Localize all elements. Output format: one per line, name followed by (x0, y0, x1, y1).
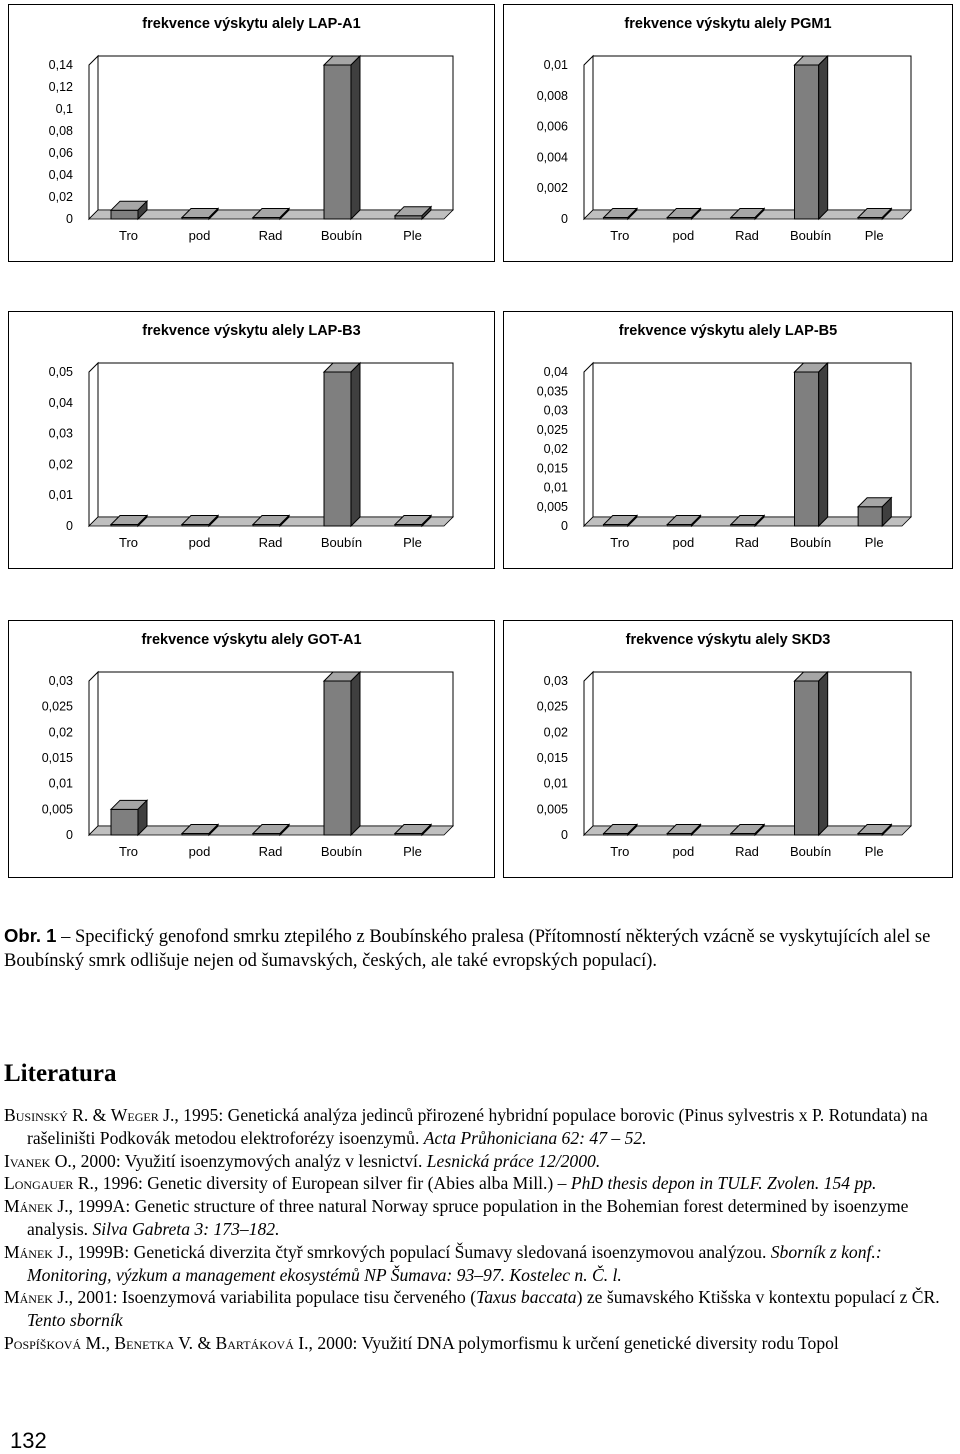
y-tick-label: 0,025 (41, 699, 73, 714)
figure-caption (4, 924, 956, 973)
chart-back-wall (593, 363, 911, 517)
y-tick-label: 0 (66, 212, 73, 226)
y-tick-label: 0,03 (48, 426, 73, 441)
y-tick-label: 0,005 (536, 802, 568, 817)
x-tick-label: Ple (864, 535, 884, 550)
y-tick-label: 0,025 (536, 699, 568, 714)
chart-panel-lap-a1 (8, 4, 495, 262)
x-tick-label: Rad (735, 535, 759, 550)
bar-boubín (795, 672, 828, 835)
page-number: 132 (10, 1428, 47, 1453)
y-tick-label: 0,04 (48, 168, 73, 182)
reference-entry: Mánek J., 1999A: Genetic structure of three natural Norway spruce population in the Bohemian forest determined by isoenzyme analysis. Silva Gabreta 3: 173–182. (4, 1196, 909, 1239)
x-tick-label: Rad (735, 228, 759, 243)
chart-side-wall (89, 56, 98, 219)
x-tick-label: pod (188, 844, 211, 859)
x-tick-label: Boubín (320, 844, 363, 859)
reference-entry: Ivanek O., 2000: Využití isoenzymových analýz v lesnictví. Lesnická práce 12/2000. (4, 1150, 601, 1171)
x-tick-label: Ple (403, 228, 422, 243)
y-tick-label: 0 (66, 828, 73, 842)
y-tick-label: 0,004 (536, 150, 568, 165)
x-tick-label: Rad (258, 844, 283, 859)
y-tick-label: 0,035 (536, 384, 568, 399)
y-tick-label: 0,08 (48, 124, 73, 138)
y-tick-label: 0,015 (41, 751, 73, 765)
x-tick-label: Ple (864, 844, 884, 859)
chart-svg (9, 312, 494, 568)
y-tick-label: 0 (561, 828, 568, 842)
chart-panel-skd3 (503, 620, 953, 878)
y-tick-label: 0,005 (536, 499, 568, 514)
x-tick-label: Rad (258, 535, 283, 550)
y-tick-label: 0,06 (48, 146, 73, 160)
reference-entry: Longauer R., 1996: Genetic diversity of European silver fir (Abies alba Mill.) – PhD thesis depon in TULF. Zvolen. 154 pp. (4, 1173, 877, 1194)
x-tick-label: pod (188, 228, 211, 243)
x-tick-label: pod (672, 228, 695, 243)
y-tick-label: 0,03 (48, 674, 73, 688)
y-tick-label: 0,01 (543, 480, 568, 495)
chart-panel-lap-b3 (8, 311, 495, 569)
literature-heading: Literatura (4, 1060, 117, 1087)
x-tick-label: Boubín (789, 228, 832, 243)
y-tick-label: 0 (561, 212, 568, 226)
y-tick-label: 0,05 (48, 365, 73, 379)
y-tick-label: 0,02 (543, 725, 568, 740)
x-tick-label: Tro (610, 535, 630, 550)
y-tick-label: 0,1 (55, 102, 73, 116)
x-tick-label: Ple (403, 844, 422, 859)
chart-side-wall (89, 363, 98, 526)
bar-boubín (795, 363, 828, 526)
y-tick-label: 0,04 (543, 365, 568, 379)
y-tick-label: 0,14 (48, 58, 73, 72)
chart-title: frekvence výskytu alely PGM1 (624, 16, 832, 32)
chart-back-wall (98, 56, 453, 210)
y-tick-label: 0,01 (543, 58, 568, 72)
chart-svg (9, 621, 494, 877)
bar-tro (111, 800, 147, 835)
x-tick-label: pod (188, 535, 211, 550)
bar-ple (858, 498, 891, 526)
x-tick-label: Tro (118, 228, 139, 243)
chart-panel-pgm1 (503, 4, 953, 262)
y-tick-label: 0,005 (41, 802, 73, 817)
x-tick-label: Tro (610, 228, 630, 243)
y-tick-label: 0,008 (536, 88, 568, 103)
x-tick-label: Boubín (320, 535, 363, 550)
chart-svg (504, 5, 952, 261)
y-tick-label: 0,01 (48, 488, 73, 503)
chart-title: frekvence výskytu alely LAP-A1 (142, 16, 361, 32)
x-tick-label: pod (672, 535, 695, 550)
y-tick-label: 0,025 (536, 422, 568, 437)
y-tick-label: 0,01 (48, 776, 73, 791)
reference-list (4, 1104, 958, 1355)
x-tick-label: Tro (610, 844, 630, 859)
chart-svg (9, 5, 494, 261)
chart-back-wall (593, 672, 911, 826)
y-tick-label: 0,006 (536, 119, 568, 134)
y-tick-label: 0,12 (48, 80, 73, 94)
chart-panel-lap-b5 (503, 311, 953, 569)
reference-entry: Mánek J., 1999B: Genetická diverzita čtyř smrkových populací Šumavy sledovaná isoenzymovou analýzou. Sborník z konf.: Monitoring, výzkum a management ekosystémů NP Šumava: 93–97. Kostelec n. Č. l. (4, 1241, 882, 1285)
bar-boubín (795, 56, 828, 219)
y-tick-label: 0,04 (48, 395, 73, 410)
chart-panel-got-a1 (8, 620, 495, 878)
x-tick-label: Boubín (320, 228, 363, 243)
x-tick-label: Boubín (789, 535, 832, 550)
chart-side-wall (584, 56, 593, 219)
y-tick-label: 0,02 (543, 442, 568, 456)
caption-text: – Specifický genofond smrku ztepilého z Boubínského pralesa (Přítomností některých vzácně se vyskytujících alel se Boubínský smrk odlišuje nejen od šumavských, českých, ale také evropských populací). (4, 927, 931, 971)
chart-back-wall (98, 672, 453, 826)
caption-label: Obr. 1 (4, 925, 57, 946)
chart-back-wall (98, 363, 453, 517)
y-tick-label: 0,01 (543, 776, 568, 791)
chart-title: frekvence výskytu alely GOT-A1 (141, 632, 362, 648)
reference-entry: Businský R. & Weger J., 1995: Genetická analýza jedinců přirozené hybridní populace borovic (Pinus sylvestris x P. Rotundata) na rašeliništi Podkovák metodou elektroforézy isoenzymů. Acta Průhoniciana 62: 47 – 52. (4, 1105, 928, 1148)
bar-boubín (324, 672, 360, 835)
x-tick-label: Ple (403, 535, 422, 550)
chart-side-wall (584, 672, 593, 835)
y-tick-label: 0 (66, 519, 73, 533)
y-tick-label: 0 (561, 519, 568, 533)
reference-entry: Mánek J., 2001: Isoenzymová variabilita populace tisu červeného (Taxus baccata) ze šumavského Ktišska v kontextu populací z ČR. Tento sborník (4, 1287, 940, 1331)
chart-title: frekvence výskytu alely SKD3 (625, 632, 831, 648)
y-tick-label: 0,015 (536, 751, 568, 765)
y-tick-label: 0,03 (543, 403, 568, 418)
x-tick-label: Ple (864, 228, 884, 243)
chart-back-wall (593, 56, 911, 210)
x-tick-label: Tro (118, 535, 139, 550)
y-tick-label: 0,015 (536, 461, 568, 476)
chart-svg (504, 312, 952, 568)
y-tick-label: 0,02 (48, 725, 73, 740)
x-tick-label: Boubín (789, 844, 832, 859)
chart-title: frekvence výskytu alely LAP-B5 (618, 323, 838, 339)
y-tick-label: 0,03 (543, 674, 568, 688)
x-tick-label: Rad (258, 228, 283, 243)
reference-entry: Pospíšková M., Benetka V. & Bartáková I., 2000: Využití DNA polymorfismu k určení genetické diversity rodu Topol (4, 1332, 839, 1353)
chart-svg (504, 621, 952, 877)
chart-side-wall (89, 672, 98, 835)
x-tick-label: Rad (735, 844, 759, 859)
x-tick-label: pod (672, 844, 695, 859)
bar-boubín (324, 363, 360, 526)
y-tick-label: 0,02 (48, 457, 73, 472)
chart-side-wall (584, 363, 593, 526)
x-tick-label: Tro (118, 844, 139, 859)
y-tick-label: 0,002 (536, 181, 568, 196)
chart-title: frekvence výskytu alely LAP-B3 (142, 323, 361, 339)
bar-boubín (324, 56, 360, 219)
y-tick-label: 0,02 (48, 190, 73, 204)
